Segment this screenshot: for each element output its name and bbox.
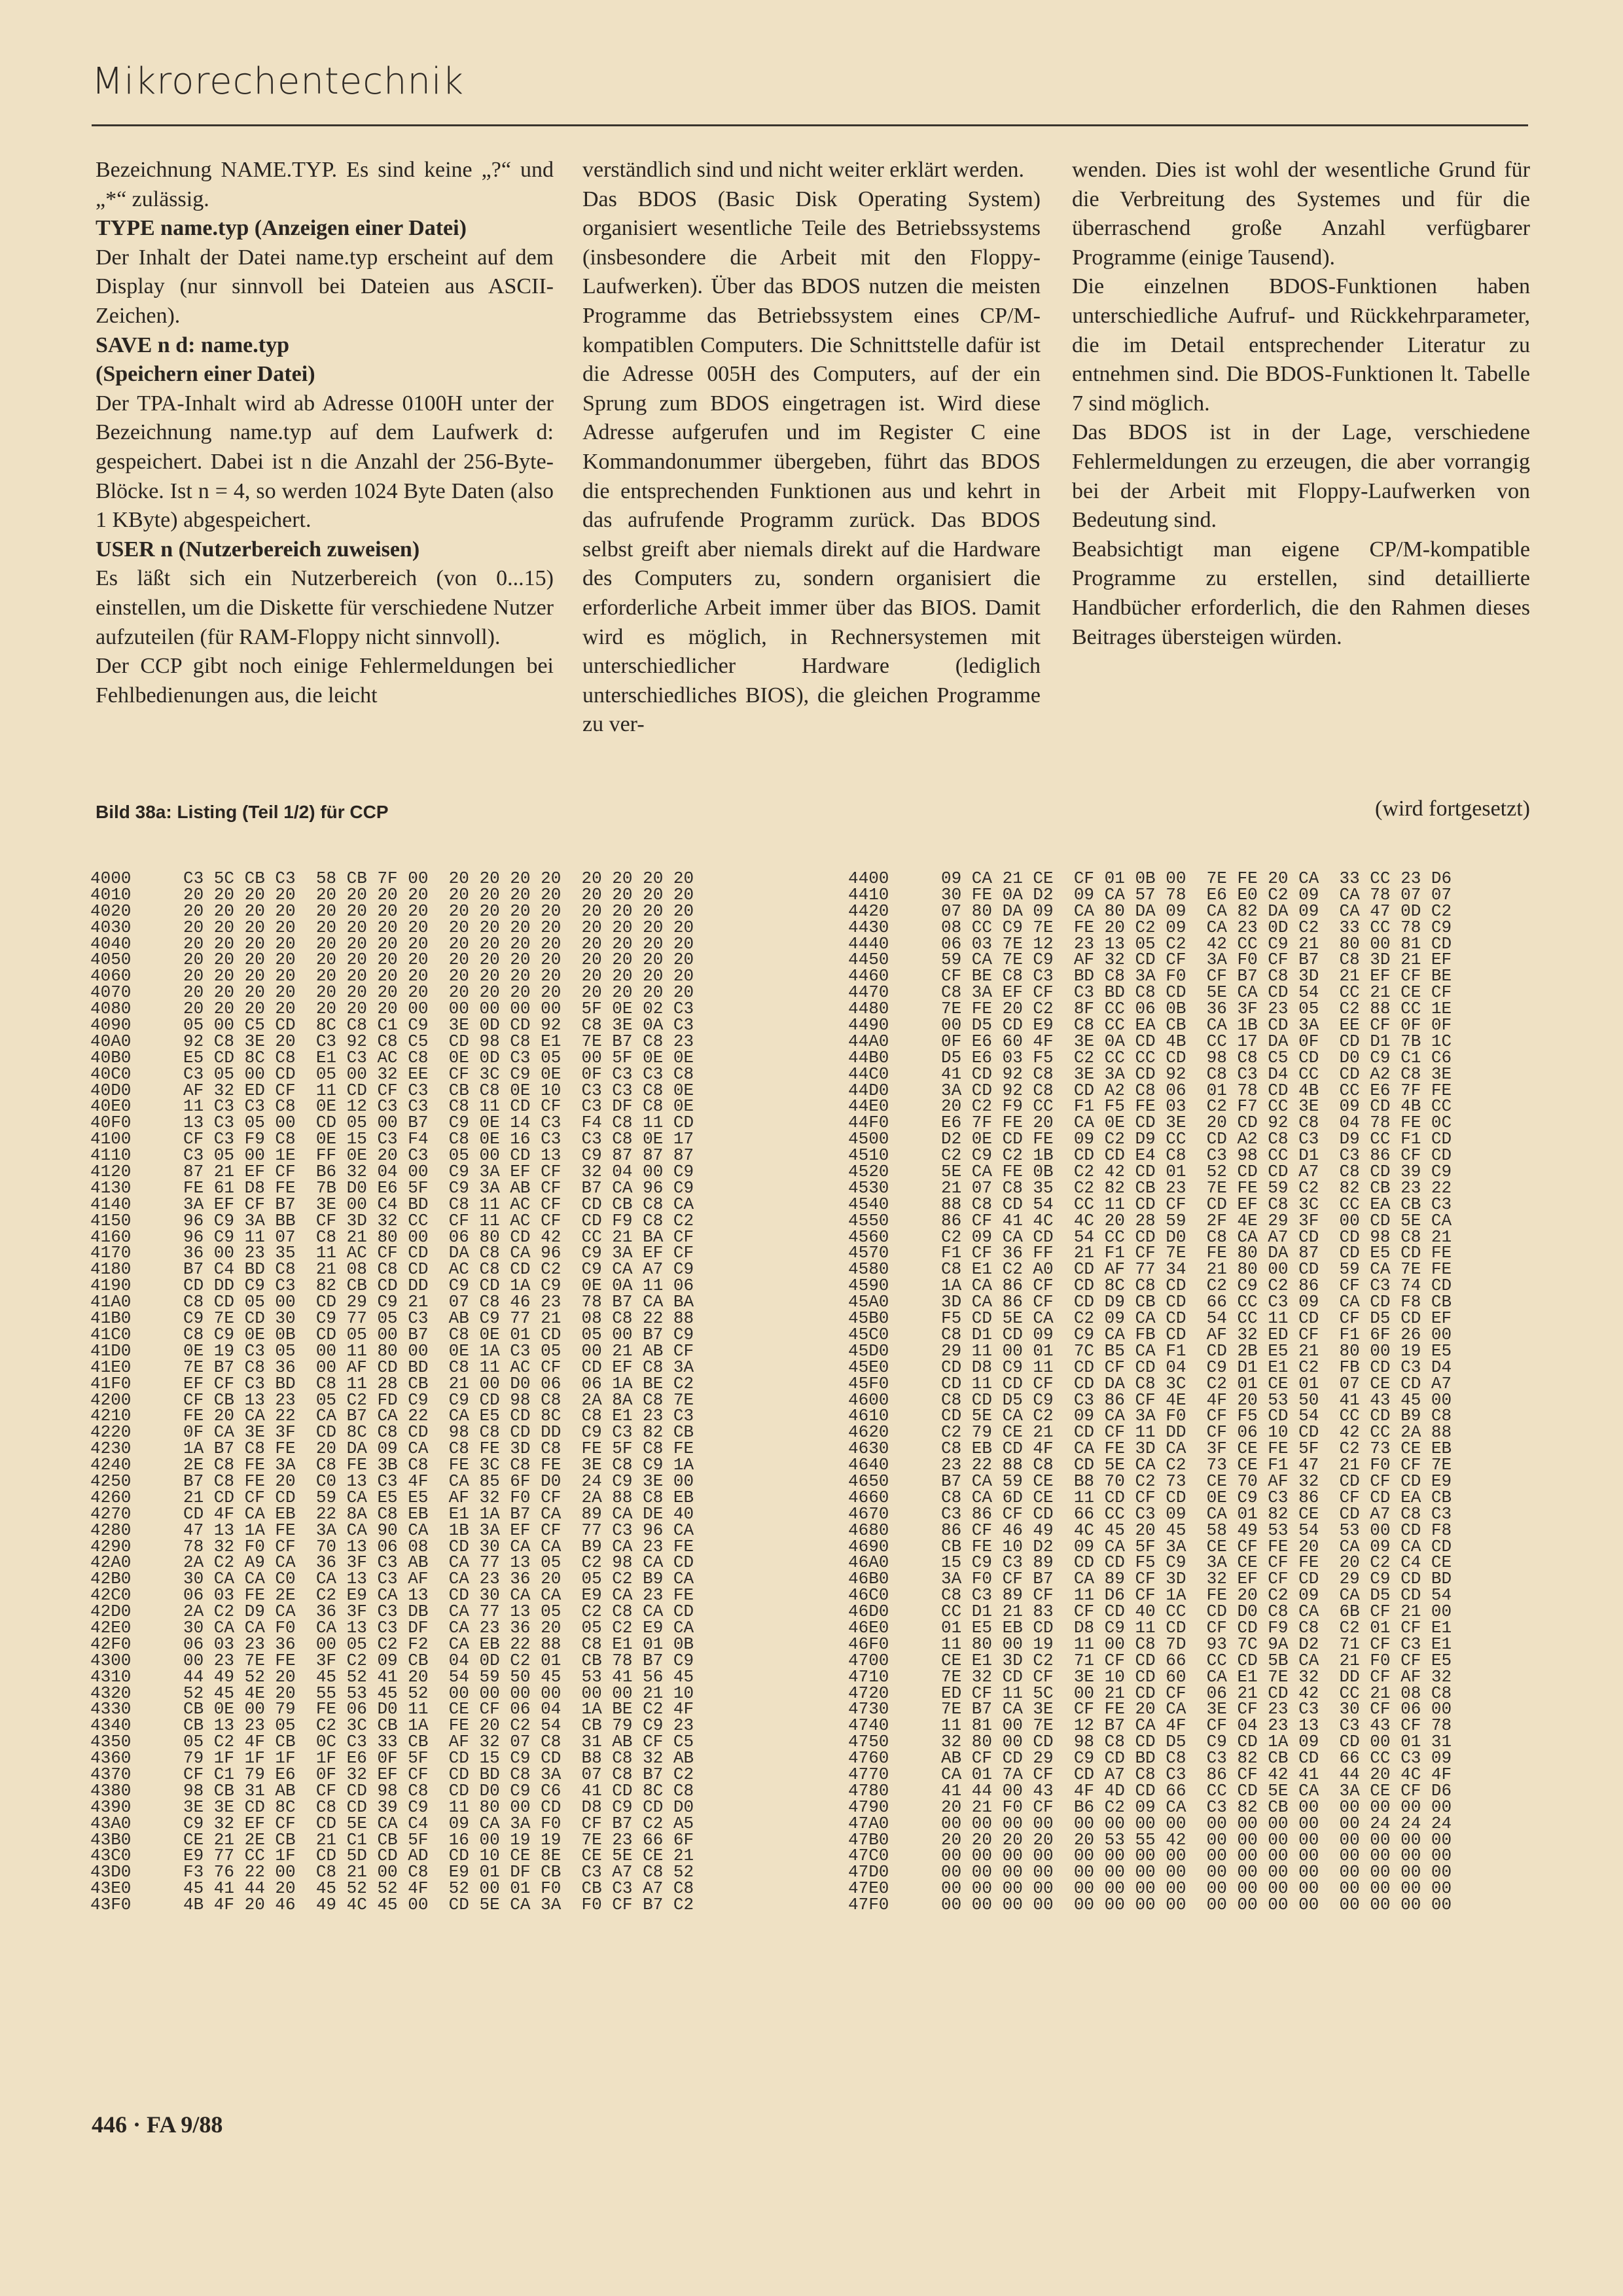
listing-address: 4730 xyxy=(848,1699,889,1719)
listing-address: 4770 xyxy=(848,1764,889,1784)
listing-bytes: 98 CB 31 AB CF CD 98 C8 CD D0 C9 C6 41 CD 8C C8 xyxy=(183,1780,694,1801)
listing-bytes: CF CB 13 23 05 C2 FD C9 C9 CD 98 C8 2A 8A C8 7E xyxy=(183,1390,694,1410)
listing-bytes: 87 21 EF CF B6 32 04 00 C9 3A EF CF 32 04 00 C9 xyxy=(183,1162,694,1182)
listing-bytes: 86 CF 41 4C 4C 20 28 59 2F 4E 29 3F 00 CD 5E CA xyxy=(941,1210,1452,1230)
listing-bytes: CD 11 CD CF CD DA C8 3C C2 01 CE 01 07 CE CD A7 xyxy=(941,1373,1452,1393)
listing-bytes: CF BE C8 C3 BD C8 3A F0 CF B7 C8 3D 21 EF CF BE xyxy=(941,966,1452,986)
listing-bytes: 09 CA 21 CE CF 01 0B 00 7E FE 20 CA 33 CC 23 D6 xyxy=(941,869,1452,888)
listing-bytes: 44 49 52 20 45 52 41 20 54 59 50 45 53 41 56 45 xyxy=(183,1666,694,1687)
listing-bytes: 1A CA 86 CF CD 8C C8 CD C2 C9 C2 86 CF C3 74 CD xyxy=(941,1276,1452,1296)
listing-address: 4330 xyxy=(90,1699,132,1719)
listing-address: 4550 xyxy=(848,1210,889,1230)
listing-address: 40C0 xyxy=(90,1064,132,1084)
listing-address: 4160 xyxy=(90,1227,132,1247)
listing-bytes: 7E FE 20 C2 8F CC 06 0B 36 3F 23 05 C2 88 CC 1E xyxy=(941,999,1452,1019)
listing-bytes: 30 CA CA C0 CA 13 C3 AF CA 23 36 20 05 C2 B9 CA xyxy=(183,1569,694,1589)
listing-bytes: 21 CD CF CD 59 CA E5 E5 AF 32 F0 CF 2A 88 C8 EB xyxy=(183,1487,694,1507)
listing-bytes: 20 20 20 20 20 20 20 20 20 20 20 20 20 20 20 20 xyxy=(183,966,694,986)
listing-bytes: CC D1 21 83 CF CD 40 CC CD D0 C8 CA 6B CF 21 00 xyxy=(941,1602,1452,1622)
listing-bytes: 00 23 7E FE 3F C2 09 CB 04 0D C2 01 CB 78 B7 C9 xyxy=(183,1650,694,1670)
listing-bytes: ED CF 11 5C 00 21 CD CF 06 21 CD 42 CC 21 08 C8 xyxy=(941,1683,1452,1703)
listing-address: 4480 xyxy=(848,999,889,1019)
listing-bytes: 36 00 23 35 11 AC CF CD DA C8 CA 96 C9 3A EF CF xyxy=(183,1243,694,1263)
listing-address: 4610 xyxy=(848,1406,889,1426)
listing-address: 4470 xyxy=(848,982,889,1003)
listing-address: 4000 xyxy=(90,869,132,888)
hex-listing-left xyxy=(90,870,694,1913)
listing-bytes: CA 01 7A CF CD A7 C8 C3 86 CF 42 41 44 20 4C 4F xyxy=(941,1764,1452,1784)
listing-bytes: CB FE 10 D2 09 CA 5F 3A CE CF FE 20 CA 09 CA CD xyxy=(941,1536,1452,1556)
listing-address: 46F0 xyxy=(848,1634,889,1654)
listing-address: 4650 xyxy=(848,1471,889,1491)
listing-bytes: 07 80 DA 09 CA 80 DA 09 CA 82 DA 09 CA 47 0D C2 xyxy=(941,901,1452,921)
listing-address: 4180 xyxy=(90,1259,132,1280)
listing-address: 4760 xyxy=(848,1748,889,1768)
listing-address: 41D0 xyxy=(90,1340,132,1361)
listing-bytes: 00 00 00 00 00 00 00 00 00 00 00 00 00 00 00 00 xyxy=(941,1895,1452,1915)
listing-bytes: 2A C2 A9 CA 36 3F C3 AB CA 77 13 05 C2 98 CA CD xyxy=(183,1552,694,1573)
listing-address: 4450 xyxy=(848,950,889,970)
listing-bytes: E9 77 CC 1F CD 5D CD AD CD 10 CE 8E CE 5E CE 21 xyxy=(183,1846,694,1866)
listing-bytes: 32 80 00 CD 98 C8 CD D5 C9 CD 1A 09 CD 00 01 31 xyxy=(941,1732,1452,1752)
listing-address: 4370 xyxy=(90,1764,132,1784)
listing-bytes: 41 CD 92 C8 3E 3A CD 92 C8 C3 D4 CC CD A2 C8 3E xyxy=(941,1064,1452,1084)
listing-bytes: 2A C2 D9 CA 36 3F C3 DB CA 77 13 05 C2 C8 CA CD xyxy=(183,1602,694,1622)
listing-bytes: 47 13 1A FE 3A CA 90 CA 1B 3A EF CF 77 C3 96 CA xyxy=(183,1520,694,1540)
listing-bytes: C8 D1 CD 09 C9 CA FB CD AF 32 ED CF F1 6F 26 00 xyxy=(941,1324,1452,1344)
listing-bytes: 29 11 00 01 7C B5 CA F1 CD 2B E5 21 80 00 19 E5 xyxy=(941,1340,1452,1361)
text-column-2 xyxy=(582,156,1041,740)
listing-bytes: 08 CC C9 7E FE 20 C2 09 CA 23 0D C2 33 CC 78 C9 xyxy=(941,917,1452,937)
listing-address: 4200 xyxy=(90,1390,132,1410)
listing-address: 4100 xyxy=(90,1129,132,1149)
paragraph: Der TPA-Inhalt wird ab Adresse 0100H unter der Bezeichnung name.typ auf dem Laufwerk d: gespeichert. Dabei ist n die Anzahl der 256-Byte-Blöcke. Ist n = 4, so werden 1024 Byte Daten (also 1 KByte) abgespeichert. xyxy=(96,391,554,533)
listing-bytes: CF C3 F9 C8 0E 15 C3 F4 C8 0E 16 C3 C3 C8 0E 17 xyxy=(183,1129,694,1149)
listing-bytes: C8 CA 6D CE 11 CD CF CD 0E C9 C3 86 CF CD EA CB xyxy=(941,1487,1452,1507)
listing-bytes: C3 05 00 CD 05 00 32 EE CF 3C C9 0E 0F C3 C3 C8 xyxy=(183,1064,694,1084)
section-header: Mikrorechentechnik xyxy=(92,60,465,103)
listing-address: 4640 xyxy=(848,1455,889,1475)
listing-bytes: 96 C9 11 07 C8 21 80 00 06 80 CD 42 CC 21 BA CF xyxy=(183,1227,694,1247)
listing-address: 42D0 xyxy=(90,1602,132,1622)
listing-bytes: 30 CA CA F0 CA 13 C3 DF CA 23 36 20 05 C2 E9 CA xyxy=(183,1617,694,1638)
listing-address: 4690 xyxy=(848,1536,889,1556)
listing-address: 47F0 xyxy=(848,1895,889,1915)
listing-bytes: 01 E5 EB CD D8 C9 11 CD CF CD F9 C8 C2 01 CF E1 xyxy=(941,1617,1452,1638)
listing-address: 4150 xyxy=(90,1210,132,1230)
listing-address: 47B0 xyxy=(848,1829,889,1850)
listing-address: 4190 xyxy=(90,1276,132,1296)
listing-address: 4460 xyxy=(848,966,889,986)
listing-address: 4300 xyxy=(90,1650,132,1670)
listing-address: 4540 xyxy=(848,1194,889,1214)
listing-address: 4270 xyxy=(90,1503,132,1524)
listing-bytes: 41 44 00 43 4F 4D CD 66 CC CD 5E CA 3A CE CF D6 xyxy=(941,1780,1452,1801)
listing-bytes: 7E 32 CD CF 3E 10 CD 60 CA E1 7E 32 DD CF AF 32 xyxy=(941,1666,1452,1687)
listing-bytes: 20 20 20 20 20 20 20 20 20 20 20 20 20 20 20 20 xyxy=(183,982,694,1003)
listing-address: 4010 xyxy=(90,884,132,905)
listing-address: 4310 xyxy=(90,1666,132,1687)
paragraph: Bezeichnung NAME.TYP. Es sind keine „?“ und „*“ zulässig. xyxy=(96,158,554,211)
listing-address: 4780 xyxy=(848,1780,889,1801)
listing-address: 4600 xyxy=(848,1390,889,1410)
header-rule xyxy=(92,124,1528,126)
listing-address: 4210 xyxy=(90,1406,132,1426)
listing-bytes: 52 45 4E 20 55 53 45 52 00 00 00 00 00 00 21 10 xyxy=(183,1683,694,1703)
listing-bytes: 96 C9 3A BB CF 3D 32 CC CF 11 AC CF CD F9 C8 C2 xyxy=(183,1210,694,1230)
listing-address: 42A0 xyxy=(90,1552,132,1573)
listing-bytes: 06 03 FE 2E C2 E9 CA 13 CD 30 CA CA E9 CA 23 FE xyxy=(183,1585,694,1605)
listing-bytes: 3D CA 86 CF CD D9 CB CD 66 CC C3 09 CA CD F8 CB xyxy=(941,1292,1452,1312)
listing-address: 44D0 xyxy=(848,1080,889,1100)
listing-address: 44B0 xyxy=(848,1047,889,1067)
listing-address: 4070 xyxy=(90,982,132,1003)
listing-address: 4440 xyxy=(848,933,889,954)
listing-address: 4350 xyxy=(90,1732,132,1752)
listing-address: 41F0 xyxy=(90,1373,132,1393)
listing-address: 47E0 xyxy=(848,1878,889,1899)
listing-bytes: 79 1F 1F 1F 1F E6 0F 5F CD 15 C9 CD B8 C8 32 AB xyxy=(183,1748,694,1768)
listing-bytes: CB 0E 00 79 FE 06 D0 11 CE CF 06 04 1A BE C2 4F xyxy=(183,1699,694,1719)
listing-bytes: 05 C2 4F CB 0C C3 33 CB AF 32 07 C8 31 AB CF C5 xyxy=(183,1732,694,1752)
listing-bytes: D2 0E CD FE 09 C2 D9 CC CD A2 C8 C3 D9 CC F1 CD xyxy=(941,1129,1452,1149)
page-footer: 446 · FA 9/88 xyxy=(92,2111,223,2138)
listing-bytes: 11 81 00 7E 12 B7 CA 4F CF 04 23 13 C3 43 CF 78 xyxy=(941,1715,1452,1736)
listing-address: 46B0 xyxy=(848,1569,889,1589)
listing-bytes: CD 5E CA C2 09 CA 3A F0 CF F5 CD 54 CC CD B9 C8 xyxy=(941,1406,1452,1426)
listing-address: 4280 xyxy=(90,1520,132,1540)
listing-bytes: E6 7F FE 20 CA 0E CD 3E 20 CD 92 C8 04 78 FE 0C xyxy=(941,1113,1452,1133)
listing-address: 44C0 xyxy=(848,1064,889,1084)
listing-bytes: 11 80 00 19 11 00 C8 7D 93 7C 9A D2 71 CF C3 E1 xyxy=(941,1634,1452,1654)
listing-address: 4220 xyxy=(90,1422,132,1443)
listing-bytes: 05 00 C5 CD 8C C8 C1 C9 3E 0D CD 92 C8 3E 0A C3 xyxy=(183,1015,694,1035)
listing-bytes: E5 CD 8C C8 E1 C3 AC C8 0E 0D C3 05 00 5F 0E 0E xyxy=(183,1047,694,1067)
listing-bytes: 7E B7 C8 36 00 AF CD BD C8 11 AC CF CD EF C8 3A xyxy=(183,1357,694,1377)
listing-address: 45B0 xyxy=(848,1308,889,1329)
listing-address: 4020 xyxy=(90,901,132,921)
command-heading: USER n (Nutzerbereich zuweisen) xyxy=(96,537,420,562)
listing-address: 4680 xyxy=(848,1520,889,1540)
listing-address: 4570 xyxy=(848,1243,889,1263)
listing-address: 40A0 xyxy=(90,1031,132,1051)
listing-bytes: 15 C9 C3 89 CD CD F5 C9 3A CE CF FE 20 C2 C4 CE xyxy=(941,1552,1452,1573)
listing-address: 4340 xyxy=(90,1715,132,1736)
listing-address: 4320 xyxy=(90,1683,132,1703)
listing-bytes: C9 7E CD 30 C9 77 05 C3 AB C9 77 21 08 C8 22 88 xyxy=(183,1308,694,1329)
listing-bytes: C3 05 00 1E FF 0E 20 C3 05 00 CD 13 C9 87 87 87 xyxy=(183,1145,694,1166)
listing-row xyxy=(90,1897,694,1913)
listing-bytes: 20 20 20 20 20 20 20 20 20 20 20 20 20 20 20 20 xyxy=(183,933,694,954)
listing-bytes: B7 C4 BD C8 21 08 C8 CD AC C8 CD C2 C9 CA A7 C9 xyxy=(183,1259,694,1280)
listing-bytes: C2 09 CA CD 54 CC CD D0 C8 CA A7 CD CD 98 C8 21 xyxy=(941,1227,1452,1247)
listing-bytes: C9 32 EF CF CD 5E CA C4 09 CA 3A F0 CF B7 C2 A5 xyxy=(183,1813,694,1833)
listing-address: 4630 xyxy=(848,1439,889,1459)
listing-bytes: 2E C8 FE 3A C8 FE 3B C8 FE 3C C8 FE 3E C8 C9 1A xyxy=(183,1455,694,1475)
listing-bytes: 78 32 F0 CF 70 13 06 08 CD 30 CA CA B9 CA 23 FE xyxy=(183,1536,694,1556)
listing-address: 4250 xyxy=(90,1471,132,1491)
listing-bytes: CB 13 23 05 C2 3C CB 1A FE 20 C2 54 CB 79 C9 23 xyxy=(183,1715,694,1736)
listing-address: 41C0 xyxy=(90,1324,132,1344)
listing-bytes: 13 C3 05 00 CD 05 00 B7 C9 0E 14 C3 F4 C8 11 CD xyxy=(183,1113,694,1133)
listing-bytes: 0F E6 60 4F 3E 0A CD 4B CC 17 DA 0F CD D1 7B 1C xyxy=(941,1031,1452,1051)
listing-address: 4360 xyxy=(90,1748,132,1768)
listing-address: 43E0 xyxy=(90,1878,132,1899)
listing-address: 4530 xyxy=(848,1177,889,1198)
listing-address: 4050 xyxy=(90,950,132,970)
listing-bytes: C3 86 CF CD 66 CC C3 09 CA 01 82 CE CD A7 C8 C3 xyxy=(941,1503,1452,1524)
listing-bytes: CD 4F CA EB 22 8A C8 EB E1 1A B7 CA 89 CA DE 40 xyxy=(183,1503,694,1524)
listing-address: 4230 xyxy=(90,1439,132,1459)
listing-address: 4620 xyxy=(848,1422,889,1443)
listing-bytes: 20 21 F0 CF B6 C2 09 CA C3 82 CB 00 00 00 00 00 xyxy=(941,1797,1452,1817)
listing-address: 4140 xyxy=(90,1194,132,1214)
listing-address: 4030 xyxy=(90,917,132,937)
listing-address: 4510 xyxy=(848,1145,889,1166)
listing-address: 4040 xyxy=(90,933,132,954)
listing-bytes: 3A CD 92 C8 CD A2 C8 06 01 78 CD 4B CC E6 7F FE xyxy=(941,1080,1452,1100)
listing-bytes: C8 EB CD 4F CA FE 3D CA 3F CE FE 5F C2 73 CE EB xyxy=(941,1439,1452,1459)
listing-address: 4400 xyxy=(848,869,889,888)
listing-bytes: 00 00 00 00 00 00 00 00 00 00 00 00 00 00 00 00 xyxy=(941,1878,1452,1899)
listing-row xyxy=(848,1897,1452,1913)
listing-bytes: 23 22 88 C8 CD 5E CA C2 73 CE F1 47 21 F0 CF 7E xyxy=(941,1455,1452,1475)
paragraph: Das BDOS (Basic Disk Operating System) organisiert wesentliche Teile des Betriebssystems (insbesondere die Arbeit mit den Floppy-Laufwerken). Über das BDOS nutzen die meisten Programme das Betriebssystem eines CP/M-kompatiblen Computers. Die Schnittstelle dafür ist die Adresse 005H des Computers, auf der ein Sprung zum BDOS eingetragen ist. Wird diese Adresse aufgerufen und im Register C eine Kommandonummer übergeben, führt das BDOS die entsprechenden Funktionen aus und kehrt in das aufrufende Programm zurück. Das BDOS selbst greift aber niemals direkt auf die Hardware des Computers zu, sondern organisiert die erforderliche Arbeit immer über das BIOS. Damit wird es möglich, in Rechnersystemen mit unterschiedlicher Hardware (lediglich unterschiedliches BIOS), die gleichen Programme zu ver- xyxy=(582,187,1041,737)
listing-address: 4500 xyxy=(848,1129,889,1149)
paragraph: verständlich sind und nicht weiter erklärt werden. xyxy=(582,158,1025,182)
listing-bytes: C8 C3 89 CF 11 D6 CF 1A FE 20 C2 09 CA D5 CD 54 xyxy=(941,1585,1452,1605)
listing-address: 44E0 xyxy=(848,1096,889,1117)
listing-bytes: 7E B7 CA 3E CF FE 20 CA 3E CF 23 C3 30 CF 06 00 xyxy=(941,1699,1452,1719)
listing-address: 43C0 xyxy=(90,1846,132,1866)
listing-address: 4130 xyxy=(90,1177,132,1198)
listing-bytes: 0F CA 3E 3F CD 8C C8 CD 98 C8 CD DD C9 C3 82 CB xyxy=(183,1422,694,1443)
listing-bytes: D5 E6 03 F5 C2 CC CC CD 98 C8 C5 CD D0 C9 C1 C6 xyxy=(941,1047,1452,1067)
listing-bytes: 20 20 20 20 20 20 20 20 20 20 20 20 20 20 20 20 xyxy=(183,884,694,905)
listing-bytes: 00 D5 CD E9 C8 CC EA CB CA 1B CD 3A EE CF 0F 0F xyxy=(941,1015,1452,1035)
listing-address: 4520 xyxy=(848,1162,889,1182)
listing-address: 42B0 xyxy=(90,1569,132,1589)
listing-address: 4560 xyxy=(848,1227,889,1247)
listing-address: 42E0 xyxy=(90,1617,132,1638)
listing-bytes: F3 76 22 00 C8 21 00 C8 E9 01 DF CB C3 A7 C8 52 xyxy=(183,1862,694,1882)
listing-address: 4580 xyxy=(848,1259,889,1280)
listing-bytes: 20 20 20 20 20 53 55 42 00 00 00 00 00 00 00 00 xyxy=(941,1829,1452,1850)
listing-bytes: 20 C2 F9 CC F1 F5 FE 03 C2 F7 CC 3E 09 CD 4B CC xyxy=(941,1096,1452,1117)
listing-bytes: 45 41 44 20 45 52 52 4F 52 00 01 F0 CB C3 A7 C8 xyxy=(183,1878,694,1899)
listing-bytes: 11 C3 C3 C8 0E 12 C3 C3 C8 11 CD CF C3 DF C8 0E xyxy=(183,1096,694,1117)
listing-bytes: 00 00 00 00 00 00 00 00 00 00 00 00 00 00 00 00 xyxy=(941,1846,1452,1866)
listing-bytes: 86 CF 46 49 4C 45 20 45 58 49 53 54 53 00 CD F8 xyxy=(941,1520,1452,1540)
listing-bytes: 88 C8 CD 54 CC 11 CD CF CD EF C8 3C CC EA CB C3 xyxy=(941,1194,1452,1214)
listing-bytes: EF CF C3 BD C8 11 28 CB 21 00 D0 06 06 1A BE C2 xyxy=(183,1373,694,1393)
paragraph: Der CCP gibt noch einige Fehlermeldungen bei Fehlbedienungen aus, die leicht xyxy=(96,654,554,708)
listing-address: 4240 xyxy=(90,1455,132,1475)
listing-address: 4090 xyxy=(90,1015,132,1035)
command-heading: (Speichern einer Datei) xyxy=(96,362,315,387)
listing-address: 42C0 xyxy=(90,1585,132,1605)
listing-bytes: 3E 3E CD 8C C8 CD 39 C9 11 80 00 CD D8 C9 CD D0 xyxy=(183,1797,694,1817)
listing-address: 45C0 xyxy=(848,1324,889,1344)
listing-address: 40F0 xyxy=(90,1113,132,1133)
listing-address: 4110 xyxy=(90,1145,132,1166)
listing-bytes: 59 CA 7E C9 AF 32 CD CF 3A F0 CF B7 C8 3D 21 EF xyxy=(941,950,1452,970)
listing-address: 4080 xyxy=(90,999,132,1019)
paragraph: Es läßt sich ein Nutzerbereich (von 0...15) einstellen, um die Diskette für verschiedene Nutzer aufzuteilen (für RAM-Floppy nicht sinnvoll). xyxy=(96,566,554,649)
listing-bytes: CD D8 C9 11 CD CF CD 04 C9 D1 E1 C2 FB CD C3 D4 xyxy=(941,1357,1452,1377)
listing-bytes: C8 3A EF CF C3 BD C8 CD 5E CA CD 54 CC 21 CE CF xyxy=(941,982,1452,1003)
listing-bytes: C8 CD 05 00 CD 29 C9 21 07 C8 46 23 78 B7 CA BA xyxy=(183,1292,694,1312)
listing-bytes: C8 CD D5 C9 C3 86 CF 4E 4F 20 53 50 41 43 45 00 xyxy=(941,1390,1452,1410)
continued-note: (wird fortgesetzt) xyxy=(1375,797,1530,821)
listing-bytes: 20 20 20 20 20 20 20 20 20 20 20 20 20 20 20 20 xyxy=(183,950,694,970)
paragraph: Der Inhalt der Datei name.typ erscheint auf dem Display (nur sinnvoll bei Dateien aus ASCII-Zeichen). xyxy=(96,245,554,328)
listing-address: 46D0 xyxy=(848,1602,889,1622)
listing-address: 45F0 xyxy=(848,1373,889,1393)
listing-address: 47A0 xyxy=(848,1813,889,1833)
listing-bytes: AF 32 ED CF 11 CD CF C3 CB C8 0E 10 C3 C3 C8 0E xyxy=(183,1080,694,1100)
listing-bytes: 30 FE 0A D2 09 CA 57 78 E6 E0 C2 09 CA 78 07 07 xyxy=(941,884,1452,905)
listing-bytes: 00 00 00 00 00 00 00 00 00 00 00 00 00 00 00 00 xyxy=(941,1862,1452,1882)
listing-bytes: FE 61 D8 FE 7B D0 E6 5F C9 3A AB CF B7 CA 96 C9 xyxy=(183,1177,694,1198)
listing-address: 4430 xyxy=(848,917,889,937)
listing-bytes: 1A B7 C8 FE 20 DA 09 CA C8 FE 3D C8 FE 5F C8 FE xyxy=(183,1439,694,1459)
listing-bytes: B7 C8 FE 20 C0 13 C3 4F CA 85 6F D0 24 C9 3E 00 xyxy=(183,1471,694,1491)
listing-address: 43A0 xyxy=(90,1813,132,1833)
listing-address: 4390 xyxy=(90,1797,132,1817)
listing-bytes: F5 CD 5E CA C2 09 CA CD 54 CC 11 CD CF D5 CD EF xyxy=(941,1308,1452,1329)
listing-address: 44F0 xyxy=(848,1113,889,1133)
listing-bytes: 0E 19 C3 05 00 11 80 00 0E 1A C3 05 00 21 AB CF xyxy=(183,1340,694,1361)
listing-address: 4720 xyxy=(848,1683,889,1703)
listing-address: 4700 xyxy=(848,1650,889,1670)
listing-address: 4410 xyxy=(848,884,889,905)
listing-address: 4750 xyxy=(848,1732,889,1752)
command-heading: SAVE n d: name.typ xyxy=(96,332,290,357)
listing-bytes: 4B 4F 20 46 49 4C 45 00 CD 5E CA 3A F0 CF B7 C2 xyxy=(183,1895,694,1915)
listing-bytes: 3A EF CF B7 3E 00 C4 BD C8 11 AC CF CD CB C8 CA xyxy=(183,1194,694,1214)
listing-address: 41E0 xyxy=(90,1357,132,1377)
listing-address: 4790 xyxy=(848,1797,889,1817)
listing-bytes: C8 E1 C2 A0 CD AF 77 34 21 80 00 CD 59 CA 7E FE xyxy=(941,1259,1452,1280)
listing-address: 4420 xyxy=(848,901,889,921)
listing-bytes: C8 C9 0E 0B CD 05 00 B7 C8 0E 01 CD 05 00 B7 C9 xyxy=(183,1324,694,1344)
listing-address: 43B0 xyxy=(90,1829,132,1850)
listing-address: 41B0 xyxy=(90,1308,132,1329)
listing-address: 40D0 xyxy=(90,1080,132,1100)
listing-bytes: 5E CA FE 0B C2 42 CD 01 52 CD CD A7 C8 CD 39 C9 xyxy=(941,1162,1452,1182)
listing-bytes: CE E1 3D C2 71 CF CD 66 CC CD 5B CA 21 F0 CF E5 xyxy=(941,1650,1452,1670)
listing-address: 4060 xyxy=(90,966,132,986)
listing-bytes: 20 20 20 20 20 20 20 00 00 00 00 00 5F 0E 02 C3 xyxy=(183,999,694,1019)
listing-address: 4380 xyxy=(90,1780,132,1801)
listing-address: 47D0 xyxy=(848,1862,889,1882)
listing-bytes: 20 20 20 20 20 20 20 20 20 20 20 20 20 20 20 20 xyxy=(183,917,694,937)
listing-address: 4490 xyxy=(848,1015,889,1035)
listing-bytes: 3A F0 CF B7 CA 89 CF 3D 32 EF CF CD 29 C9 CD BD xyxy=(941,1569,1452,1589)
listing-address: 4260 xyxy=(90,1487,132,1507)
listing-address: 45A0 xyxy=(848,1292,889,1312)
listing-address: 40E0 xyxy=(90,1096,132,1117)
listing-bytes: 92 C8 3E 20 C3 92 C8 C5 CD 98 C8 E1 7E B7 C8 23 xyxy=(183,1031,694,1051)
paragraph: wenden. Dies ist wohl der wesentliche Grund für die Verbreitung des Systemes und für die überraschend große Anzahl verfügbarer Programme (einige Tausend). xyxy=(1072,158,1530,270)
listing-address: 45D0 xyxy=(848,1340,889,1361)
listing-bytes: AB CF CD 29 C9 CD BD C8 C3 82 CB CD 66 CC C3 09 xyxy=(941,1748,1452,1768)
listing-address: 40B0 xyxy=(90,1047,132,1067)
listing-address: 4740 xyxy=(848,1715,889,1736)
listing-bytes: 06 03 7E 12 23 13 05 C2 42 CC C9 21 80 00 81 CD xyxy=(941,933,1452,954)
listing-address: 41A0 xyxy=(90,1292,132,1312)
listing-bytes: FE 20 CA 22 CA B7 CA 22 CA E5 CD 8C C8 E1 23 C3 xyxy=(183,1406,694,1426)
listing-bytes: CE 21 2E CB 21 C1 CB 5F 16 00 19 19 7E 23 66 6F xyxy=(183,1829,694,1850)
listing-bytes: C2 C9 C2 1B CD CD E4 C8 C3 98 CC D1 C3 86 CF CD xyxy=(941,1145,1452,1166)
text-column-1 xyxy=(96,156,554,710)
listing-bytes: CD DD C9 C3 82 CB CD DD C9 CD 1A C9 0E 0A 11 06 xyxy=(183,1276,694,1296)
listing-address: 4590 xyxy=(848,1276,889,1296)
listing-bytes: C3 5C CB C3 58 CB 7F 00 20 20 20 20 20 20 20 20 xyxy=(183,869,694,888)
listing-address: 46E0 xyxy=(848,1617,889,1638)
paragraph: Beabsichtigt man eigene CP/M-kompatible Programme zu erstellen, sind detaillierte Handbücher erforderlich, die den Rahmen dieses Beitrages übersteigen würden. xyxy=(1072,537,1530,649)
figure-caption: Bild 38a: Listing (Teil 1/2) für CCP xyxy=(96,802,389,822)
text-column-3 xyxy=(1072,156,1530,652)
listing-address: 43D0 xyxy=(90,1862,132,1882)
listing-bytes: 21 07 C8 35 C2 82 CB 23 7E FE 59 C2 82 CB 23 22 xyxy=(941,1177,1452,1198)
listing-bytes: 06 03 23 36 00 05 C2 F2 CA EB 22 88 C8 E1 01 0B xyxy=(183,1634,694,1654)
hex-listing-right xyxy=(848,870,1452,1913)
listing-address: 46C0 xyxy=(848,1585,889,1605)
listing-bytes: 20 20 20 20 20 20 20 20 20 20 20 20 20 20 20 20 xyxy=(183,901,694,921)
listing-address: 42F0 xyxy=(90,1634,132,1654)
listing-address: 4670 xyxy=(848,1503,889,1524)
listing-address: 46A0 xyxy=(848,1552,889,1573)
listing-address: 44A0 xyxy=(848,1031,889,1051)
listing-address: 4120 xyxy=(90,1162,132,1182)
listing-address: 43F0 xyxy=(90,1895,132,1915)
listing-address: 45E0 xyxy=(848,1357,889,1377)
listing-bytes: CF C1 79 E6 0F 32 EF CF CD BD C8 3A 07 C8 B7 C2 xyxy=(183,1764,694,1784)
listing-bytes: F1 CF 36 FF 21 F1 CF 7E FE 80 DA 87 CD E5 CD FE xyxy=(941,1243,1452,1263)
paragraph: Das BDOS ist in der Lage, verschiedene Fehlermeldungen zu erzeugen, die aber vorrangig bei der Arbeit mit Floppy-Laufwerken von Bedeutung sind. xyxy=(1072,420,1530,533)
paragraph: Die einzelnen BDOS-Funktionen haben unterschiedliche Aufruf- und Rückkehrparameter, die im Detail entsprechender Literatur zu entnehmen sind. Die BDOS-Funktionen lt. Tabelle 7 sind möglich. xyxy=(1072,274,1530,416)
listing-bytes: B7 CA 59 CE B8 70 C2 73 CE 70 AF 32 CD CF CD E9 xyxy=(941,1471,1452,1491)
listing-bytes: 00 00 00 00 00 00 00 00 00 00 00 00 00 24 24 24 xyxy=(941,1813,1452,1833)
listing-address: 4660 xyxy=(848,1487,889,1507)
listing-address: 4710 xyxy=(848,1666,889,1687)
listing-bytes: C2 79 CE 21 CD CF 11 DD CF 06 10 CD 42 CC 2A 88 xyxy=(941,1422,1452,1443)
listing-address: 4290 xyxy=(90,1536,132,1556)
command-heading: TYPE name.typ (Anzeigen einer Datei) xyxy=(96,216,467,241)
listing-address: 47C0 xyxy=(848,1846,889,1866)
listing-address: 4170 xyxy=(90,1243,132,1263)
